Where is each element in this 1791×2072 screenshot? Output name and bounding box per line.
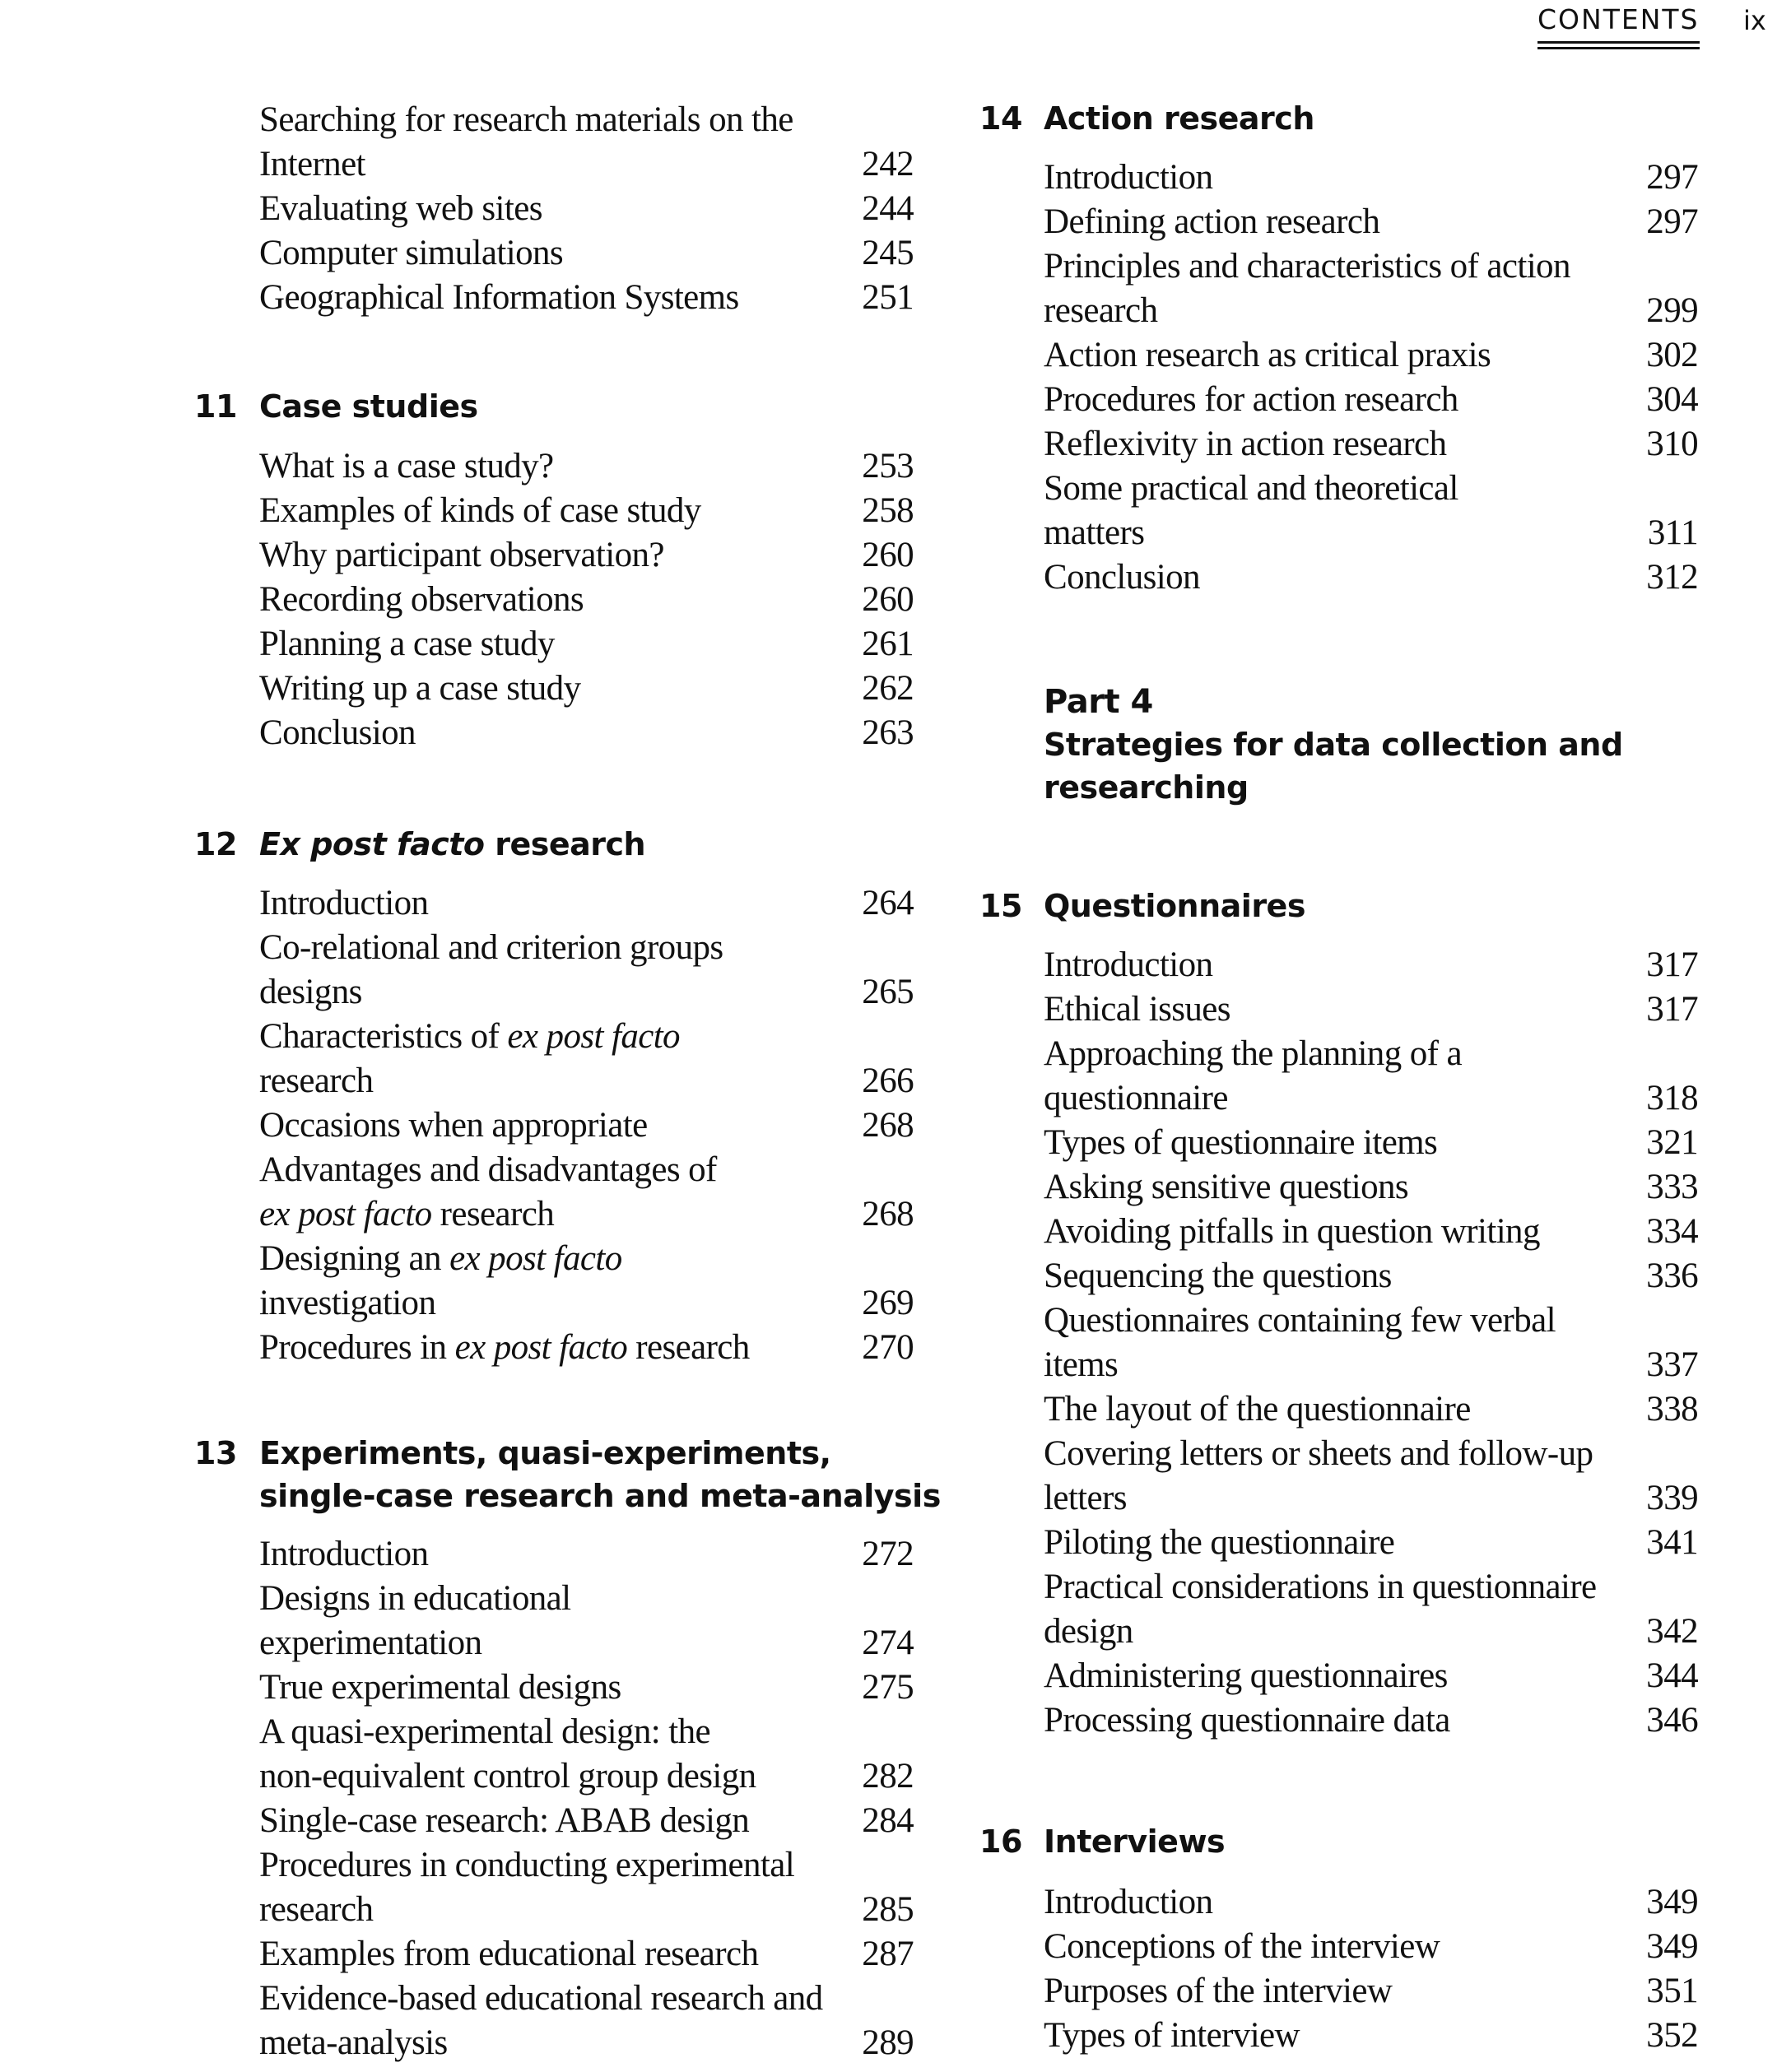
toc-entry[interactable] [259,1148,914,1192]
toc-entry[interactable] [1044,1432,1698,1476]
toc-entry-text: Defining action research [1044,202,1380,241]
toc-entry-text: Some practical and theoretical [1044,469,1458,508]
toc-page-number: 297 [1646,158,1698,197]
toc-entry-text: Recording observations [259,580,584,619]
toc-page-number: 338 [1646,1390,1698,1429]
toc-entry[interactable] [259,881,914,926]
toc-entry[interactable] [1044,1254,1698,1298]
double-rule-bottom [1537,47,1700,49]
toc-entry[interactable] [259,533,914,578]
toc-entry[interactable] [1044,467,1698,511]
toc-page-number: 258 [862,491,914,530]
toc-entry-text: Designs in educational [259,1579,571,1618]
chapter-16-toc-list [1044,1880,1698,2058]
toc-page-number: 260 [862,580,914,619]
toc-entry-text: Computer simulations [259,234,564,272]
toc-page-number: 341 [1646,1523,1698,1562]
toc-page-number: 244 [862,189,914,228]
toc-entry[interactable] [1044,987,1698,1032]
toc-entry[interactable] [259,231,914,276]
toc-entry-text: Examples of kinds of case study [259,491,701,530]
chapter-title [259,823,645,866]
toc-entry[interactable] [1044,1654,1698,1698]
toc-page-number: 333 [1646,1168,1698,1206]
toc-page-number: 342 [1646,1612,1698,1651]
toc-entry-text: Occasions when appropriate [259,1106,648,1145]
toc-page-number: 317 [1646,990,1698,1029]
toc-page-number: 264 [862,884,914,922]
toc-entry[interactable] [1044,378,1698,422]
toc-entry-text: research [431,1195,555,1233]
toc-entry[interactable] [259,1532,914,1577]
toc-entry[interactable] [1044,1298,1698,1343]
toc-entry[interactable] [1044,1210,1698,1254]
toc-page-number: 245 [862,234,914,272]
toc-entry-cont[interactable] [259,1888,914,1932]
toc-entry-text: design [1044,1612,1133,1651]
chapter-title: Case studies [259,388,478,425]
toc-entry-text: True experimental designs [259,1668,621,1707]
chapter-11-toc-list [259,444,914,755]
toc-page-number: 346 [1646,1701,1698,1740]
toc-page-number: 339 [1646,1479,1698,1517]
toc-entry-text: Action research as critical praxis [1044,336,1491,374]
chapter-12-toc-list [259,881,914,1370]
page-number-folio: ix [1743,5,1766,36]
toc-entry-text: Co-relational and criterion groups [259,928,723,967]
toc-entry[interactable] [1044,943,1698,987]
toc-page-number: 337 [1646,1345,1698,1384]
toc-page-number: 269 [862,1284,914,1322]
toc-entry[interactable] [1044,1121,1698,1165]
chapter-title-line: single-case research and meta-analysis [259,1478,941,1514]
toc-entry[interactable] [1044,2014,1698,2058]
toc-entry-text: What is a case study? [259,447,554,485]
toc-page-number: 287 [862,1935,914,1973]
toc-entry-italic: ex post facto [454,1328,628,1367]
toc-entry-text: Characteristics of [259,1017,508,1056]
toc-entry[interactable] [259,1103,914,1148]
toc-entry-text: research [259,1062,374,1100]
toc-entry-text: research [627,1328,750,1367]
toc-entry[interactable] [259,1015,914,1059]
toc-page-number: 266 [862,1062,914,1100]
toc-entry-italic: ex post facto [507,1017,680,1056]
toc-page-number: 285 [862,1890,914,1929]
toc-entry-text: Conclusion [259,713,416,752]
toc-entry-text: meta-analysis [259,2023,448,2062]
chapter-13-toc-list [259,1532,914,2065]
toc-page-number: 265 [862,973,914,1011]
toc-entry-cont[interactable] [259,1059,914,1103]
toc-entry-text: Sequencing the questions [1044,1257,1392,1295]
running-head-title: CONTENTS [1537,3,1700,35]
chapter-number: 13 [194,1435,237,1471]
toc-entry-cont[interactable] [1044,1076,1698,1121]
toc-entry[interactable] [259,1843,914,1888]
toc-entry-cont[interactable] [1044,1610,1698,1654]
toc-page-number: 321 [1646,1123,1698,1162]
toc-page-number: 317 [1646,945,1698,984]
toc-entry-text: Practical considerations in questionnaire [1044,1568,1597,1606]
chapter-title: Interviews [1044,1823,1226,1860]
toc-entry-cont[interactable] [1044,1343,1698,1387]
toc-entry[interactable] [1044,1565,1698,1610]
toc-entry-text: research [259,1890,374,1929]
toc-page-number: 297 [1646,202,1698,241]
toc-entry[interactable] [1044,1969,1698,2014]
toc-entry-cont[interactable] [259,1754,914,1799]
toc-entry[interactable] [259,1932,914,1977]
toc-page-number: 268 [862,1195,914,1233]
toc-page-number: 289 [862,2023,914,2062]
toc-entry[interactable] [259,98,914,142]
toc-entry-cont[interactable] [259,1281,914,1326]
toc-entry-text: Writing up a case study [259,669,581,708]
toc-entry[interactable] [1044,1880,1698,1925]
toc-page-number: 302 [1646,336,1698,374]
continued-toc-list [259,98,914,320]
chapter-number: 11 [194,388,237,425]
toc-entry-cont[interactable] [1044,1476,1698,1521]
toc-entry-text: Searching for research materials on the [259,100,793,139]
toc-entry-cont[interactable] [259,970,914,1015]
chapter-title-rest: research [484,826,646,862]
toc-entry-text: experimentation [259,1624,482,1662]
toc-entry-cont[interactable] [259,2021,914,2065]
toc-page-number: 262 [862,669,914,708]
toc-entry[interactable] [259,711,914,755]
toc-entry-text: Covering letters or sheets and follow-up [1044,1434,1593,1473]
toc-entry-text: Principles and characteristics of action [1044,247,1570,286]
toc-page-number: 282 [862,1757,914,1796]
toc-entry[interactable] [1044,156,1698,200]
toc-entry-text: Introduction [1044,158,1213,197]
toc-entry-text: non-equivalent control group design [259,1757,756,1796]
running-head [1537,3,1700,35]
toc-entry[interactable] [259,1977,914,2021]
toc-page-number: 344 [1646,1656,1698,1695]
toc-entry-text: items [1044,1345,1119,1384]
toc-entry-cont[interactable] [259,1621,914,1665]
toc-entry[interactable] [259,667,914,711]
toc-page-number: 270 [862,1328,914,1367]
toc-entry[interactable] [1044,1387,1698,1432]
toc-entry[interactable] [1044,1698,1698,1743]
toc-page-number: 349 [1646,1883,1698,1921]
toc-entry[interactable] [1044,1032,1698,1076]
toc-entry-text: letters [1044,1479,1127,1517]
toc-page-number: 349 [1646,1927,1698,1966]
toc-entry-text: The layout of the questionnaire [1044,1390,1471,1429]
toc-entry-text: Examples from educational research [259,1935,759,1973]
toc-entry-text: Single-case research: ABAB design [259,1801,750,1840]
toc-entry[interactable] [259,489,914,533]
toc-entry-text: Evaluating web sites [259,189,542,228]
toc-page-number: 299 [1646,291,1698,330]
toc-entry-text: Processing questionnaire data [1044,1701,1450,1740]
toc-entry-text: Ethical issues [1044,990,1230,1029]
toc-entry-text: Purposes of the interview [1044,1972,1393,2010]
toc-entry-text: Types of interview [1044,2016,1300,2055]
toc-page-number: 251 [862,278,914,317]
toc-entry-text: questionnaire [1044,1079,1228,1117]
toc-page-number: 311 [1647,513,1698,552]
chapter-title-italic: Ex post facto [259,826,485,862]
chapter-15-toc-list [1044,943,1698,1743]
part-title-line: researching [1044,769,1249,806]
toc-entry-text: Introduction [259,884,429,922]
toc-entry-cont[interactable] [1044,289,1698,333]
toc-entry[interactable] [259,1799,914,1843]
toc-entry[interactable] [259,444,914,489]
toc-page-number: 272 [862,1535,914,1573]
toc-entry-text: Internet [259,145,365,184]
toc-page-number: 351 [1646,1972,1698,2010]
toc-entry-text: A quasi-experimental design: the [259,1712,711,1751]
chapter-number: 15 [979,888,1022,924]
toc-entry-text: Types of questionnaire items [1044,1123,1438,1162]
toc-entry-italic: ex post facto [259,1195,432,1233]
toc-entry-cont[interactable] [1044,511,1698,555]
toc-page-number: 274 [862,1624,914,1662]
toc-page-number: 312 [1646,558,1698,597]
toc-page-number: 275 [862,1668,914,1707]
toc-entry-text: Questionnaires containing few verbal [1044,1301,1556,1340]
chapter-number: 16 [979,1823,1022,1860]
toc-entry-text: research [1044,291,1158,330]
toc-entry-cont[interactable] [259,1192,914,1237]
toc-page-number: 318 [1646,1079,1698,1117]
toc-entry-text: Avoiding pitfalls in question writing [1044,1212,1540,1251]
toc-entry[interactable] [1044,422,1698,467]
toc-entry[interactable] [259,1665,914,1710]
part-label: Part 4 [1044,683,1153,721]
toc-entry-italic: ex post facto [449,1239,622,1278]
toc-entry-text: Introduction [1044,1883,1213,1921]
toc-entry-text: Conceptions of the interview [1044,1927,1440,1966]
toc-page-number: 352 [1646,2016,1698,2055]
toc-page-number: 304 [1646,380,1698,419]
toc-entry-text: Introduction [1044,945,1213,984]
toc-entry[interactable] [259,1326,914,1370]
toc-entry[interactable] [1044,244,1698,289]
toc-page-number: 310 [1646,425,1698,463]
toc-entry[interactable] [1044,555,1698,600]
toc-entry-text: Why participant observation? [259,536,664,574]
toc-entry[interactable] [1044,1165,1698,1210]
toc-entry-cont[interactable] [259,142,914,187]
toc-entry-text: Procedures in [259,1328,455,1367]
toc-entry-text: Evidence-based educational research and [259,1979,823,2018]
chapter-number: 12 [194,826,237,862]
toc-entry-text: Geographical Information Systems [259,278,739,317]
chapter-title: Action research [1044,100,1314,137]
toc-entry-text: matters [1044,513,1145,552]
toc-page-number: 261 [862,625,914,663]
toc-entry[interactable] [1044,200,1698,244]
chapter-title: Questionnaires [1044,888,1305,924]
toc-entry[interactable] [259,187,914,231]
toc-page-number: 253 [862,447,914,485]
toc-entry-text: Piloting the questionnaire [1044,1523,1395,1562]
toc-entry-text: Planning a case study [259,625,555,663]
chapter-number: 14 [979,100,1022,137]
toc-page-number: 334 [1646,1212,1698,1251]
toc-entry-text: Introduction [259,1535,429,1573]
toc-entry-text: Administering questionnaires [1044,1656,1448,1695]
toc-entry-text: designs [259,973,362,1011]
toc-page-number: 242 [862,145,914,184]
toc-page-number: 263 [862,713,914,752]
toc-entry[interactable] [259,1710,914,1754]
toc-entry[interactable] [259,926,914,970]
chapter-14-toc-list [1044,156,1698,600]
toc-entry-text: Reflexivity in action research [1044,425,1447,463]
chapter-title-line: Experiments, quasi-experiments, [259,1435,831,1471]
toc-entry-text: Asking sensitive questions [1044,1168,1409,1206]
toc-entry[interactable] [259,578,914,622]
toc-entry[interactable] [259,276,914,320]
toc-entry[interactable] [1044,333,1698,378]
toc-page-number: 284 [862,1801,914,1840]
toc-page-number: 260 [862,536,914,574]
part-title-line: Strategies for data collection and [1044,727,1623,763]
toc-entry[interactable] [259,1237,914,1281]
toc-entry-text: Procedures for action research [1044,380,1458,419]
toc-entry-text: Designing an [259,1239,450,1278]
toc-entry-text: Procedures in conducting experimental [259,1846,795,1884]
toc-entry-text: investigation [259,1284,436,1322]
toc-entry-text: Advantages and disadvantages of [259,1150,717,1189]
toc-entry[interactable] [259,622,914,667]
toc-page-number: 268 [862,1106,914,1145]
double-rule-top [1537,41,1700,44]
toc-entry[interactable] [1044,1925,1698,1969]
toc-entry-text: Approaching the planning of a [1044,1034,1463,1073]
toc-entry[interactable] [1044,1521,1698,1565]
toc-entry[interactable] [259,1577,914,1621]
toc-entry-text: Conclusion [1044,558,1200,597]
toc-page-number: 336 [1646,1257,1698,1295]
